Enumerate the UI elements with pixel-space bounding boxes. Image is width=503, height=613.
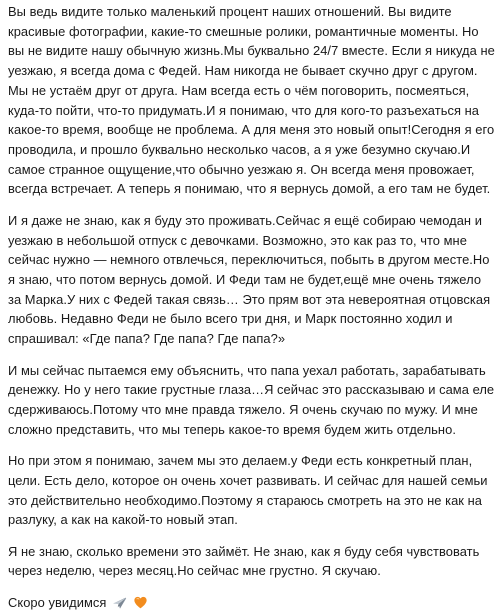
post-paragraph-1: Вы ведь видите только маленький процент наших отношений. Вы видите красивые фотографии, какие-то смешные ролики, романтичные моменты. Но вы не видите нашу обычную жизнь.Мы буквально 24/7 вместе. Если я никуда не уезжаю, я всегда дома с Федей. Нам никогда не бывает скучно друг с другом. Мы не устаём друг от друга. Нам всегда есть о чём поговорить, посмеяться, куда-то пойти, что-то придумать.И я понимаю, что для кого-то разъехаться на какое-то время, вообще не проблема. А для меня это новый опыт!Сегодня я его проводила, и прошло буквально несколько часов, а я уже безумно скучаю.И самое странное ощущение,что обычно уезжаю я. Он всегда меня провожает, всегда встречает. А теперь я понимаю, что я вернусь домой, а его там не будет. bbox=[8, 4, 495, 197]
post-closing-line bbox=[8, 593, 495, 613]
airplane-icon bbox=[112, 595, 127, 610]
closing-text: Скоро увидимся bbox=[8, 594, 107, 610]
orange-heart-icon bbox=[133, 595, 148, 610]
post-paragraph-2: И я даже не знаю, как я буду это проживать.Сейчас я ещё собираю чемодан и уезжаю в небольшой отпуск с девочками. Возможно, это как раз то, что мне сейчас нужно — немного отвлечься, переключиться, побыть в другом месте.Но я знаю, что потом вернусь домой. И Феди там не будет,ещё мне очень тяжело за Марка.У них с Федей такая связь… Это прям вот эта невероятная отцовская любовь. Недавно Феди не было всего три дня, и Марк постоянно ходил и спрашивал: «Где папа? Где папа? Где папа?» bbox=[8, 212, 491, 347]
post-paragraph-3: И мы сейчас пытаемся ему объяснить, что папа уехал работать, зарабатывать денежку. Но у него такие грустные глаза…Я сейчас это рассказываю и сама еле сдерживаюсь.Потому что мне правда тяжело. Я очень скучаю по мужу. И мне сложно представить, что мы теперь какое-то время будем жить отдельно. bbox=[8, 362, 495, 437]
post-paragraph-5: Я не знаю, сколько времени это займёт. Не знаю, как я буду себя чувствовать через неделю, через месяц.Но сейчас мне грустно. Я скучаю. bbox=[8, 543, 480, 579]
post-paragraph-4: Но при этом я понимаю, зачем мы это делаем.у Феди есть конкретный план, цели. Есть дело, которое он очень хочет развивать. И сейчас для нашей семьи это действительно необходимо.Поэтому я стараюсь смотреть на это не как на разлуку, а как на какой-то новый этап. bbox=[8, 453, 488, 528]
